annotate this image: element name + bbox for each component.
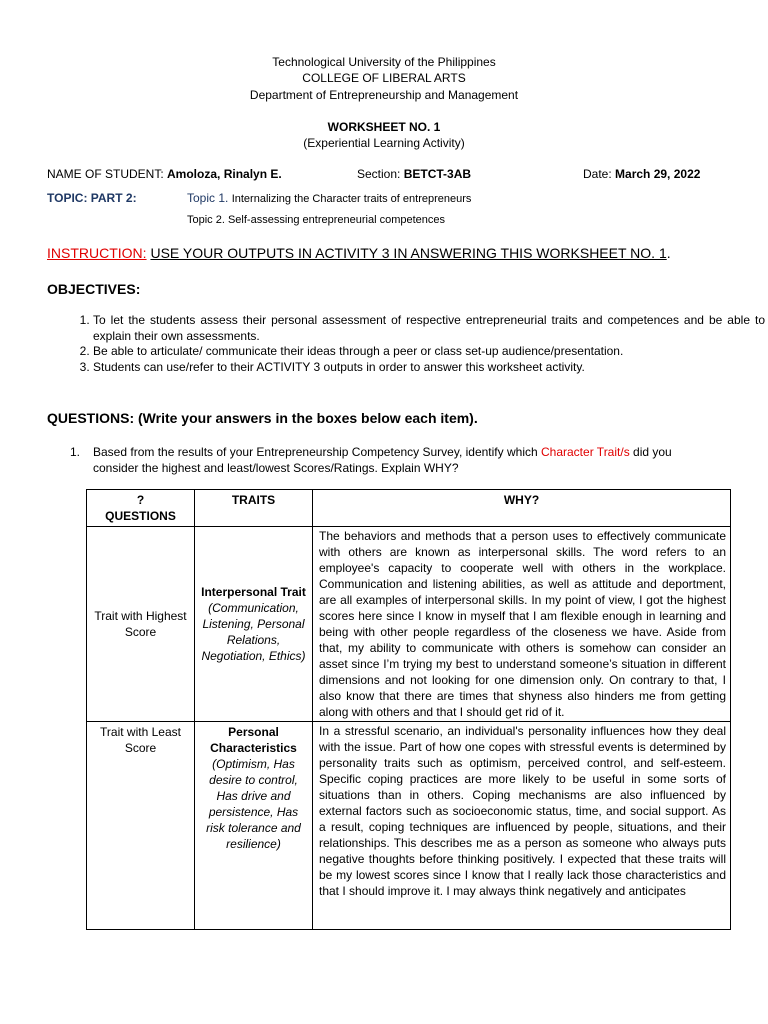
- worksheet-title: WORKSHEET NO. 1: [327, 120, 441, 134]
- header-questions-text: QUESTIONS: [105, 509, 176, 523]
- row-trait: [195, 527, 313, 722]
- date-label: Date:: [583, 167, 612, 181]
- row-trait: [195, 722, 313, 930]
- student-name-value: Amoloza, Rinalyn E.: [167, 167, 282, 181]
- header-traits: TRAITS: [195, 490, 313, 527]
- instruction-text: USE YOUR OUTPUTS IN ACTIVITY 3 IN ANSWERING THIS WORKSHEET NO. 1: [150, 245, 667, 261]
- topic-label: TOPIC: PART 2:: [47, 191, 137, 205]
- university-name: Technological University of the Philippines: [272, 55, 496, 69]
- topic-1: [187, 190, 471, 207]
- question-1-number: 1.: [70, 445, 81, 459]
- question-1: [70, 444, 720, 476]
- student-name-line: [47, 166, 282, 182]
- question-1-text-start: Based from the results of your Entrepreneurship Competency Survey, identify which: [93, 445, 541, 459]
- worksheet-subtitle: (Experiential Learning Activity): [303, 136, 465, 150]
- objectives-list: [47, 313, 765, 375]
- row-why: [313, 722, 731, 930]
- header-question-mark: ?: [136, 493, 145, 507]
- header-questions: [87, 490, 195, 527]
- questions-heading: QUESTIONS: (Write your answers in the boxes below each item).: [47, 410, 478, 426]
- college-name: COLLEGE OF LIBERAL ARTS: [302, 71, 466, 85]
- header-why: WHY?: [313, 490, 731, 527]
- row-question: Trait with Least Score: [87, 722, 195, 930]
- student-name-label: NAME OF STUDENT:: [47, 167, 164, 181]
- trait-detail: (Optimism, Has desire to control, Has drive and persistence, Has risk tolerance and resilience): [206, 757, 301, 851]
- department-name: Department of Entrepreneurship and Management: [249, 88, 519, 102]
- instruction-label: INSTRUCTION:: [47, 245, 147, 261]
- question-1-text-end: did you consider the highest and least/lowest Scores/Ratings. Explain WHY?: [93, 445, 672, 475]
- row-why-text: In a stressful scenario, an individual's personality influences how they deal with the issue. Part of how one copes with stressful events is determined by personality traits such as optimism, perceived control, and self-esteem. Specific coping practices are more likely to be useful in some sorts of situations than in others. Coping mechanisms are also influenced by external factors such as socioeconomic status, time, and social support. As a result, coping techniques are influenced by people, situations, and their relationships. This describes me as a person as someone who always puts negative thoughts before thinking positively. I expected that these traits will be my lowest scores since I know that I really lack those characteristics and that I should improve it. I may always think negatively and anticipates: [319, 724, 726, 898]
- instruction-period: .: [666, 245, 671, 261]
- instruction: [47, 244, 671, 262]
- trait-detail: (Communication, Listening, Personal Relations, Negotiation, Ethics): [201, 601, 306, 663]
- topic-1-number: Topic 1.: [187, 191, 229, 205]
- objective-item: 1. To let the students assess their personal assessment of respective entrepreneurial traits and competences and be able to explain their own assessments.: [93, 313, 765, 344]
- section-value: BETCT-3AB: [403, 167, 472, 181]
- table-header-row: [87, 490, 731, 527]
- question-1-highlight: Character Trait/s: [541, 445, 630, 459]
- objective-item: 3. Students can use/refer to their ACTIVITY 3 outputs in order to answer this worksheet activity.: [93, 360, 765, 376]
- topic-1-text: Internalizing the Character traits of entrepreneurs: [231, 193, 472, 205]
- answer-table: [86, 489, 731, 930]
- row-why: The behaviors and methods that a person uses to effectively communicate with others are known as interpersonal skills. The word refers to an employee's capacity to cooperate well with others in the workplace. Communication and listening abilities, as well as attitude and deportment, are all examples of interpersonal skills. In my point of view, I got the highest scores here since I know in myself that I am flexible enough in learning and being with other people regardless of the closeness we have. Aside from that, my ability to communicate with others is somehow can consider an asset since I’m trying my best to understand someone’s situation in different dimensions and not looking for one dimension only. On contrary to that, I also know that there are times that shyness also hinders me from getting along with others and that I should get rid of it.: [313, 527, 731, 722]
- trait-name: Personal Characteristics: [210, 725, 297, 755]
- date-value: March 29, 2022: [615, 167, 701, 181]
- table-row: [87, 527, 731, 722]
- section-label: Section:: [357, 167, 401, 181]
- section-line: [357, 166, 471, 182]
- row-question: Trait with Highest Score: [87, 527, 195, 722]
- trait-name: Interpersonal Trait: [201, 585, 306, 599]
- table-row: [87, 722, 731, 930]
- objective-item: 2. Be able to articulate/ communicate their ideas through a peer or class set-up audience/presentation.: [93, 344, 765, 360]
- objectives-heading: OBJECTIVES:: [47, 281, 141, 297]
- topic-2: Topic 2. Self-assessing entrepreneurial competences: [187, 214, 446, 226]
- date-line: [583, 166, 700, 182]
